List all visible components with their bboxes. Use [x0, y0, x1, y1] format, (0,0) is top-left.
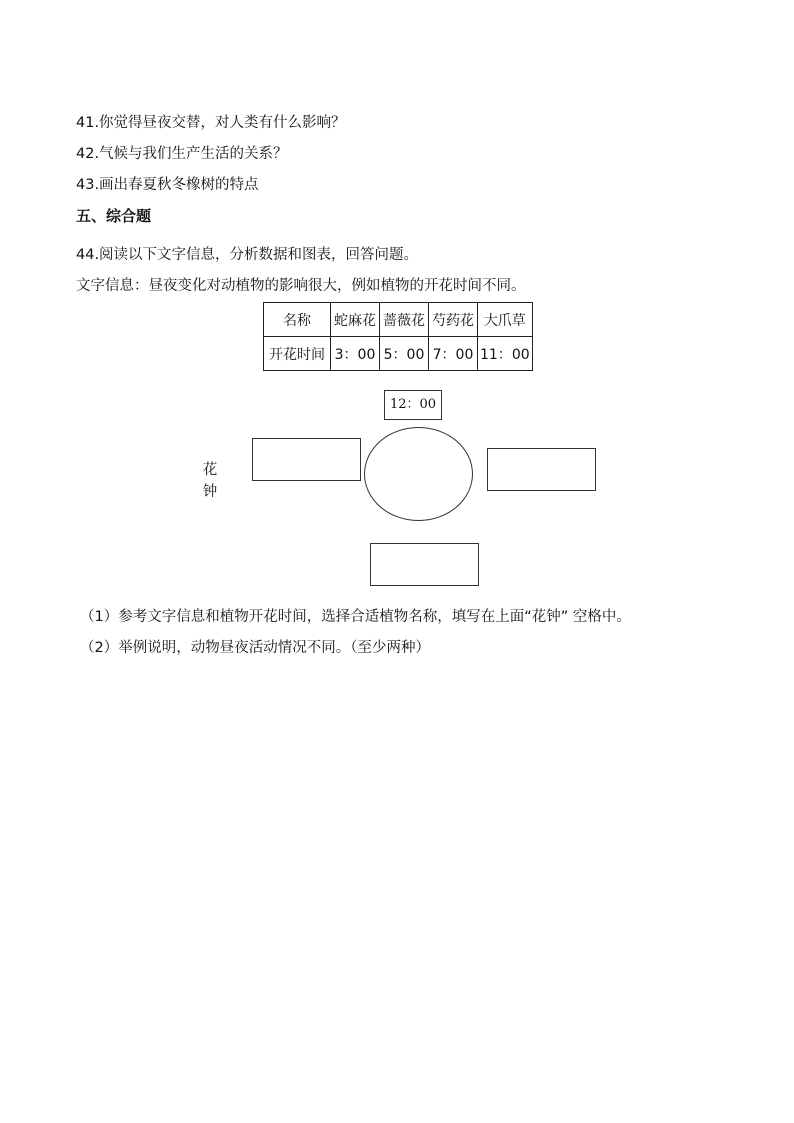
table-row — [264, 303, 533, 337]
question-42: 42.气候与我们生产生活的关系？ — [76, 146, 288, 162]
table-cell: 5：00 — [380, 337, 429, 371]
question-43: 43.画出春夏秋冬橡树的特点 — [76, 177, 259, 193]
table-cell: 开花时间 — [264, 337, 331, 371]
table-cell: 名称 — [264, 303, 331, 337]
table-cell: 芍药花 — [429, 303, 478, 337]
clock-right-blank-box[interactable] — [487, 448, 596, 491]
question-44-prompt: 44.阅读以下文字信息，分析数据和图表，回答问题。 — [76, 247, 419, 263]
table-cell: 蔷薇花 — [380, 303, 429, 337]
question-41: 41.你觉得昼夜交替，对人类有什么影响？ — [76, 115, 346, 131]
sub-question-1: （1）参考文字信息和植物开花时间，选择合适植物名称，填写在上面“花钟” 空格中。 — [80, 609, 631, 625]
clock-left-blank-box[interactable] — [252, 438, 361, 481]
flowering-time-table — [263, 302, 533, 371]
clock-top-time-box: 12：00 — [384, 390, 442, 420]
table-cell: 大爪草 — [478, 303, 533, 337]
table-cell: 蛇麻花 — [331, 303, 380, 337]
section-title: 五、综合题 — [76, 207, 152, 225]
sub-question-2: （2）举例说明，动物昼夜活动情况不同。（至少两种） — [80, 640, 430, 656]
table-cell: 3：00 — [331, 337, 380, 371]
table-row — [264, 337, 533, 371]
table-cell: 11：00 — [478, 337, 533, 371]
clock-face-circle — [364, 427, 473, 521]
table-cell: 7：00 — [429, 337, 478, 371]
question-44-info: 文字信息：昼夜变化对动植物的影响很大，例如植物的开花时间不同。 — [76, 278, 526, 294]
flower-clock-label-char-2: 钟 — [202, 484, 218, 500]
clock-bottom-blank-box[interactable] — [370, 543, 479, 586]
flower-clock-label-char-1: 花 — [202, 462, 218, 478]
flower-clock-label — [202, 459, 218, 503]
